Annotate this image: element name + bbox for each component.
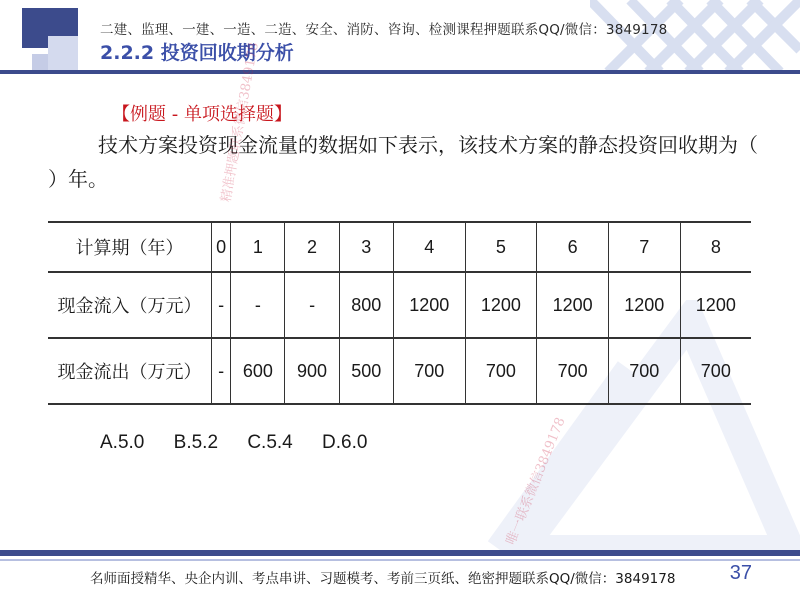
table-cell: 1 xyxy=(231,222,285,272)
answer-options xyxy=(100,432,391,454)
table-cell: 500 xyxy=(339,338,393,404)
table-cell: - xyxy=(212,338,231,404)
table-cell: 700 xyxy=(393,338,465,404)
question-text: 技术方案投资现金流量的数据如下表示，该技术方案的静态投资回收期为（ ）年。 xyxy=(48,133,758,191)
table-cell: 0 xyxy=(212,222,231,272)
table-cell: - xyxy=(212,272,231,338)
table-cell: 4 xyxy=(393,222,465,272)
footer-banner: 名师面授精华、央企内训、考点串讲、习题模考、考前三页纸、绝密押题联系QQ/微信：3849178 xyxy=(90,571,676,587)
table-cell: 现金流入（万元） xyxy=(48,272,212,338)
table-cell: 700 xyxy=(608,338,680,404)
table-cell: 900 xyxy=(285,338,339,404)
table-cell: 2 xyxy=(285,222,339,272)
table-cell: 700 xyxy=(465,338,537,404)
page-number: 37 xyxy=(729,562,752,584)
header-rule xyxy=(0,70,800,74)
table-cell: 5 xyxy=(465,222,537,272)
footer-rule-light xyxy=(0,559,800,561)
table-cell: 1200 xyxy=(608,272,680,338)
option-b[interactable]: B.5.2 xyxy=(173,432,219,453)
option-c[interactable]: C.5.4 xyxy=(247,432,293,453)
table-cell: 8 xyxy=(680,222,751,272)
option-d[interactable]: D.6.0 xyxy=(322,432,368,453)
watermark-text: 唯一联系微信3849178 xyxy=(503,415,569,548)
table-cell: 1200 xyxy=(465,272,537,338)
table-cell: 800 xyxy=(339,272,393,338)
header-decoration-square-pale xyxy=(48,36,78,70)
footer-rule xyxy=(0,550,800,556)
section-title: 2.2.2 投资回收期分析 xyxy=(100,42,294,64)
table-row-inflow xyxy=(48,272,751,338)
header-banner: 二建、监理、一建、一造、二造、安全、消防、咨询、检测课程押题联系QQ/微信：3849178 xyxy=(100,22,668,38)
watermark-text: 精准押题联系微信3849178 xyxy=(218,41,262,204)
table-row-outflow xyxy=(48,338,751,404)
cash-flow-table xyxy=(48,221,751,405)
table-cell: 现金流出（万元） xyxy=(48,338,212,404)
table-cell: 700 xyxy=(537,338,609,404)
table-cell: 1200 xyxy=(537,272,609,338)
table-cell: 700 xyxy=(680,338,751,404)
table-cell: - xyxy=(231,272,285,338)
table-cell: 3 xyxy=(339,222,393,272)
table-cell: 7 xyxy=(608,222,680,272)
question-type-label: 【例题 - 单项选择题】 xyxy=(112,104,292,125)
table-cell: 1200 xyxy=(393,272,465,338)
option-a[interactable]: A.5.0 xyxy=(100,432,145,453)
table-cell: 计算期（年） xyxy=(48,222,212,272)
table-cell: 1200 xyxy=(680,272,751,338)
table-cell: 600 xyxy=(231,338,285,404)
table-cell: - xyxy=(285,272,339,338)
table-row-period xyxy=(48,222,751,272)
table-cell: 6 xyxy=(537,222,609,272)
